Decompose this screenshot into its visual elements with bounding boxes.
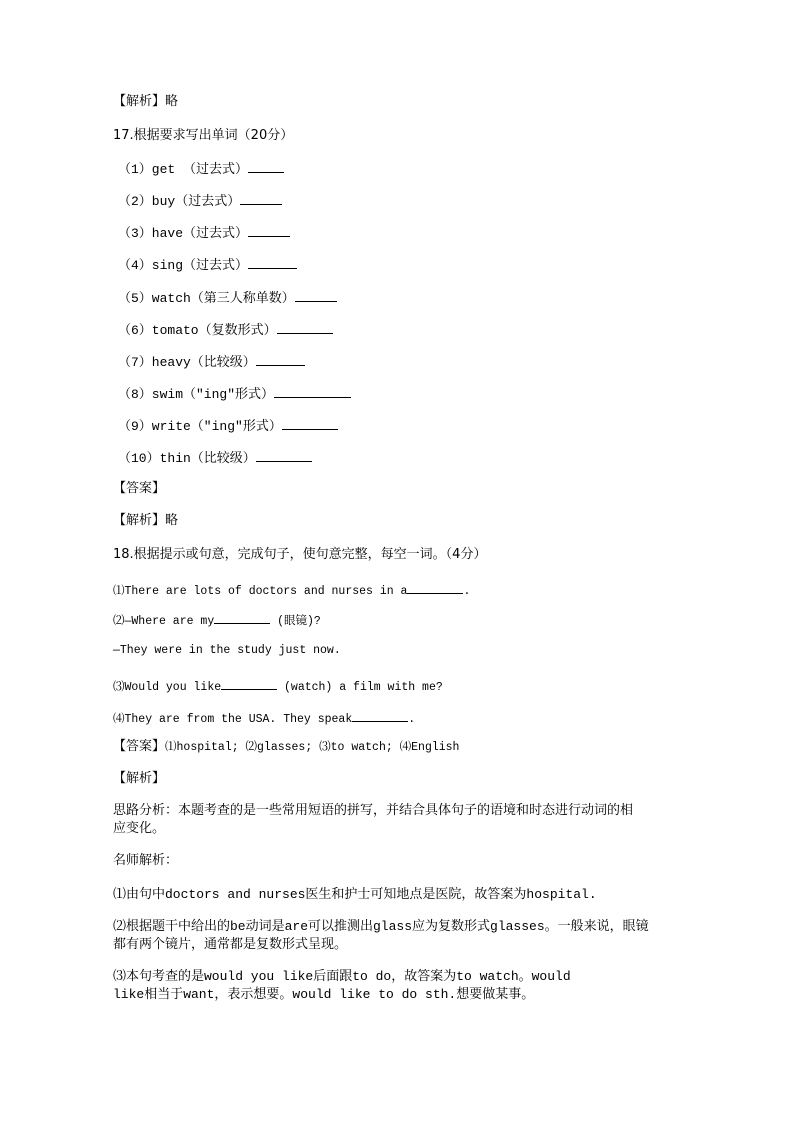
analysis-16: 【解析】略 xyxy=(113,94,179,109)
q17-item-10: （10）thin（比较级） xyxy=(118,449,312,467)
q18-sentence-1: ⑴There are lots of doctors and nurses in a . xyxy=(113,581,470,600)
q17-item-5: （5）watch（第三人称单数） xyxy=(118,289,337,307)
explanation-2-line-2: 都有两个镜片，通常都是复数形式呈现。 xyxy=(113,937,348,952)
q18-sentence-2: ⑵—Where are my (眼镜)? xyxy=(113,611,321,630)
q18-analysis-label: 【解析】 xyxy=(113,771,166,786)
q17-item-7: （7）heavy（比较级） xyxy=(118,353,305,371)
thinking-analysis-line-1: 思路分析：本题考查的是一些常用短语的拼写，并结合具体句子的语境和时态进行动词的相 xyxy=(113,803,634,818)
teacher-analysis-label: 名师解析： xyxy=(113,853,179,868)
q17-answer-label: 【答案】 xyxy=(113,481,166,496)
q18-sentence-4: ⑷They are from the USA. They speak . xyxy=(113,709,415,728)
q17-item-1: （1）get （过去式） xyxy=(118,160,284,178)
q18-sentence-2-reply: —They were in the study just now. xyxy=(113,644,341,657)
q17-item-4: （4）sing（过去式） xyxy=(118,256,297,274)
q17-analysis: 【解析】略 xyxy=(113,513,179,528)
q18-answer: 【答案】⑴hospital; ⑵glasses; ⑶to watch; ⑷English xyxy=(113,739,460,754)
q17-item-2: （2）buy（过去式） xyxy=(118,192,282,210)
q17-item-8: （8）swim（"ing"形式） xyxy=(118,385,351,403)
question-18-title: 18.根据提示或句意，完成句子，使句意完整，每空一词。（4分） xyxy=(113,547,487,562)
q18-sentence-3: ⑶Would you like (watch) a film with me? xyxy=(113,677,443,696)
q17-item-3: （3）have（过去式） xyxy=(118,224,290,242)
thinking-analysis-line-2: 应变化。 xyxy=(113,821,166,836)
explanation-3-line-2: like相当于want，表示想要。would like to do sth.想要做某事。 xyxy=(113,987,535,1002)
explanation-1: ⑴由句中doctors and nurses医生和护士可知地点是医院，故答案为hospital. xyxy=(113,887,597,902)
explanation-2-line-1: ⑵根据题干中给出的be动词是are可以推测出glass应为复数形式glasses。一般来说，眼镜 xyxy=(113,919,649,934)
explanation-3-line-1: ⑶本句考查的是would you like后面跟to do，故答案为to watch。would xyxy=(113,969,571,984)
q17-item-6: （6）tomato（复数形式） xyxy=(118,321,333,339)
q17-item-9: （9）write（"ing"形式） xyxy=(118,417,338,435)
question-17-title: 17.根据要求写出单词（20分） xyxy=(113,128,294,143)
